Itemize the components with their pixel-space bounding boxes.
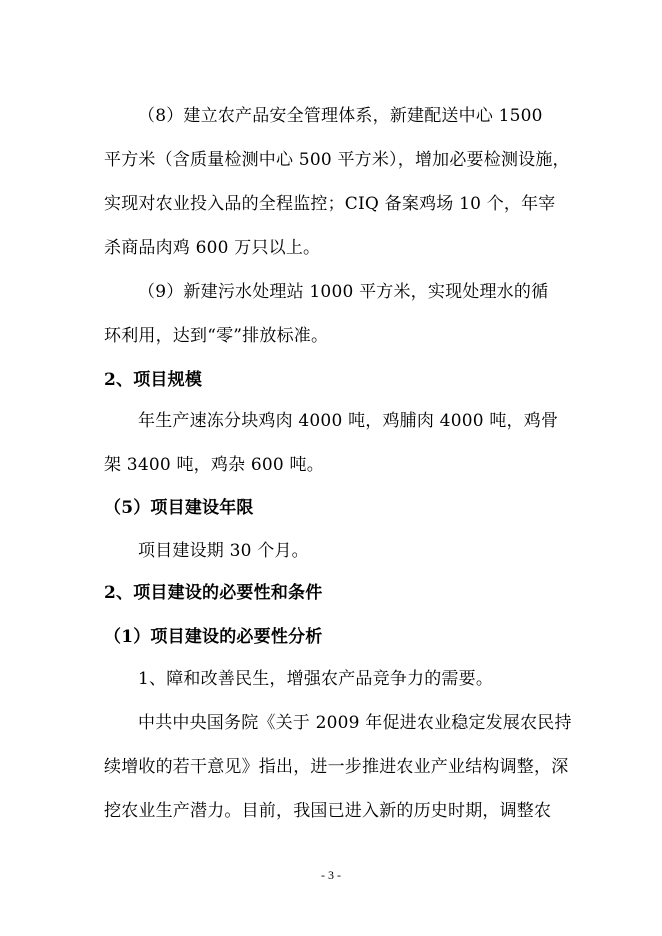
paragraph-line: （9）新建污水处理站 1000 平方米，实现处理水的循 — [138, 282, 549, 302]
section-heading: 2、项目规模 — [104, 370, 203, 390]
paragraph-line: 中共中央国务院《关于 2009 年促进农业稳定发展农民持 — [138, 713, 572, 733]
paragraph-line: （8）建立农产品安全管理体系，新建配送中心 1500 — [138, 106, 543, 126]
paragraph-line: 1、障和改善民生，增强农产品竞争力的需要。 — [138, 669, 494, 689]
section-heading: （1）项目建设的必要性分析 — [104, 627, 323, 647]
section-heading: 2、项目建设的必要性和条件 — [104, 583, 323, 603]
paragraph-line: 杀商品肉鸡 600 万只以上。 — [104, 238, 321, 258]
paragraph-line: 续增收的若干意见》指出，进一步推进农业产业结构调整，深 — [104, 757, 569, 777]
paragraph-line: 架 3400 吨，鸡杂 600 吨。 — [104, 455, 324, 475]
paragraph-line: 挖农业生产潜力。目前，我国已进入新的历史时期，调整农 — [104, 801, 552, 821]
page-number: - 3 - — [321, 868, 341, 882]
paragraph-line: 环利用，达到“零”排放标准。 — [104, 326, 329, 346]
section-heading: （5）项目建设年限 — [104, 498, 254, 518]
paragraph-line: 平方米（含质量检测中心 500 平方米），增加必要检测设施， — [104, 150, 570, 170]
paragraph-line: 实现对农业投入品的全程监控；CIQ 备案鸡场 10 个，年宰 — [104, 194, 556, 214]
paragraph-line: 项目建设期 30 个月。 — [138, 541, 309, 561]
paragraph-line: 年生产速冻分块鸡肉 4000 吨，鸡脯肉 4000 吨，鸡骨 — [138, 411, 559, 431]
